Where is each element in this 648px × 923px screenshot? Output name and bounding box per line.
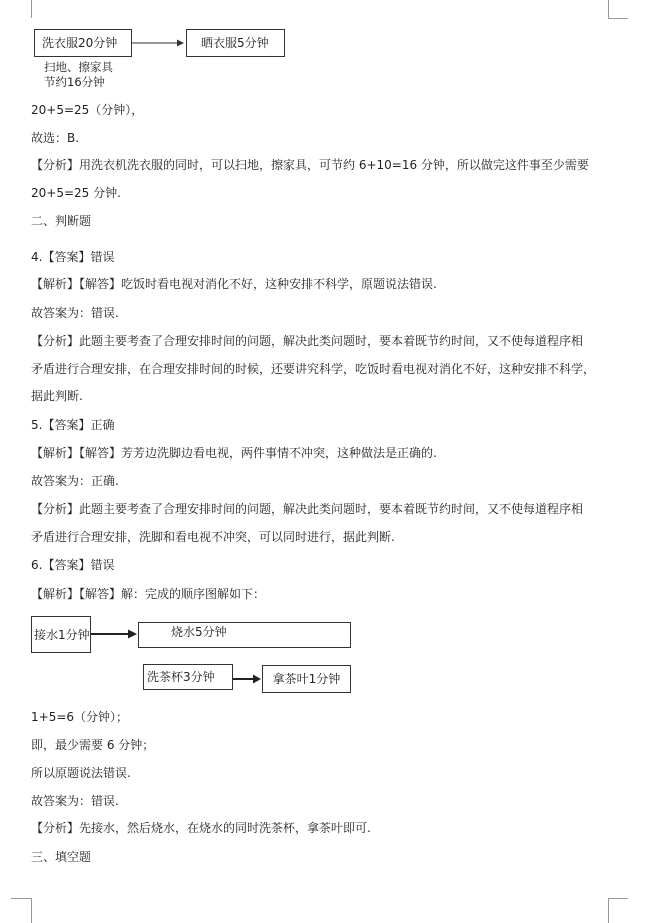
text-line: 故答案为：错误. [31, 306, 119, 320]
cleaning-note-line2: 节约16分钟 [44, 75, 105, 89]
boil-water-label: 烧水5分钟 [171, 625, 227, 639]
text-line: 故选：B. [31, 131, 80, 145]
text-line: 故答案为：正确. [31, 474, 119, 488]
boil-water-box [138, 622, 351, 648]
get-tea-box [262, 665, 351, 693]
text-line: 1+5=6（分钟）； [31, 710, 129, 724]
answer-line: 5.【答案】正确 [31, 418, 115, 432]
wash-clothes-box [34, 29, 132, 57]
text-line: 【解析】【解答】解：完成的顺序图解如下： [31, 587, 266, 601]
text-line: 矛盾进行合理安排，洗脚和看电视不冲突，可以同时进行，据此判断. [31, 530, 395, 544]
text-line: 20+5=25 分钟. [31, 186, 121, 200]
dry-clothes-label: 晒衣服5分钟 [201, 36, 269, 50]
text-line: 即，最少需要 6 分钟； [31, 738, 155, 752]
text-line: 所以原题说法错误. [31, 766, 131, 780]
answer-line: 4.【答案】错误 [31, 250, 115, 264]
get-tea-label: 拿茶叶1分钟 [272, 672, 341, 686]
text-line: 【解析】【解答】芳芳边洗脚边看电视，两件事情不冲突，这种做法是正确的. [31, 446, 437, 460]
wash-cup-box [143, 664, 233, 690]
text-line: 据此判断. [31, 389, 83, 403]
text-line: 【分析】用洗衣机洗衣服的同时，可以扫地，擦家具，可节约 6+10=16 分钟，所以做完这件事至少需要 [31, 158, 589, 172]
text-line: 【分析】先接水，然后烧水，在烧水的同时洗茶杯，拿茶叶即可. [31, 821, 371, 835]
text-line: 【分析】此题主要考查了合理安排时间的问题，解决此类问题时，要本着既节约时间，又不使每道程序相 [31, 502, 584, 516]
cleaning-note [44, 60, 113, 90]
fetch-water-label: 接水1分钟 [34, 627, 90, 642]
wash-clothes-label: 洗衣服20分钟 [42, 36, 118, 50]
section-heading: 二、判断题 [31, 214, 92, 228]
text-line: 20+5=25（分钟）， [31, 103, 144, 117]
cleaning-note-line1: 扫地、擦家具 [44, 60, 113, 74]
answer-line: 6.【答案】错误 [31, 558, 115, 572]
text-line: 【解析】【解答】吃饭时看电视对消化不好，这种安排不科学，原题说法错误. [31, 277, 437, 291]
dry-clothes-box [186, 29, 285, 57]
fetch-water-box [31, 616, 91, 653]
text-line: 故答案为：错误. [31, 794, 119, 808]
text-line: 【分析】此题主要考查了合理安排时间的问题，解决此类问题时，要本着既节约时间，又不使每道程序相 [31, 334, 584, 348]
section-heading: 三、填空题 [31, 850, 92, 864]
wash-cup-label: 洗茶杯3分钟 [147, 670, 215, 684]
text-line: 矛盾进行合理安排，在合理安排时间的时候，还要讲究科学，吃饭时看电视对消化不好，这种安排不科学， [31, 362, 596, 376]
